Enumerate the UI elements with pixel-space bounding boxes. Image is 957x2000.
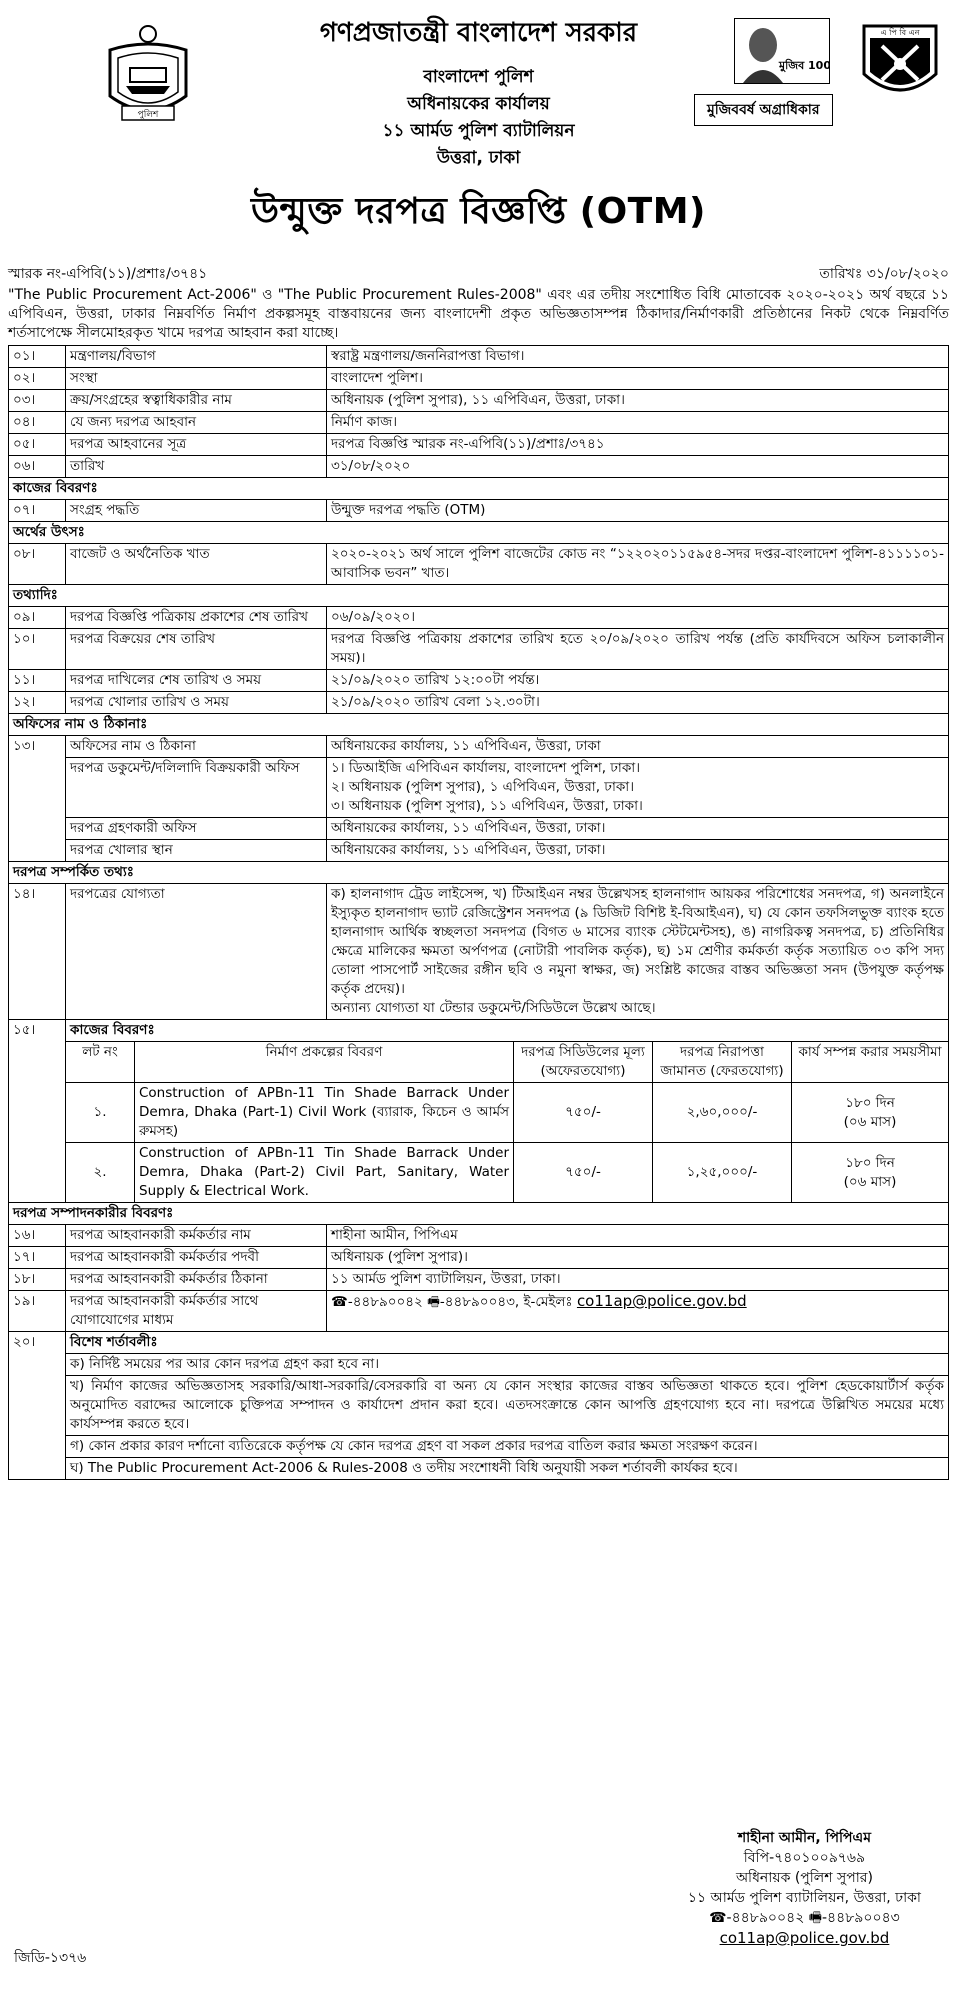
row-label: দরপত্র বিজ্ঞপ্তি পত্রিকায় প্রকাশের শেষ তারিখ bbox=[66, 607, 327, 629]
table-row bbox=[9, 629, 949, 670]
row-value bbox=[327, 884, 949, 1020]
lot-desc-en: Construction of APBn-11 Tin Shade Barrack Under Demra, Dhaka (Part-2) Civil Part, Sanitary, Water Supply & Electrical Work. bbox=[139, 1145, 509, 1199]
serial: ১৯। bbox=[9, 1291, 66, 1332]
fax-icon: 🖷 bbox=[808, 1910, 822, 1926]
row-value: নির্মাণ কাজ। bbox=[327, 412, 949, 434]
serial: ০৪। bbox=[9, 412, 66, 434]
serial: ১২। bbox=[9, 692, 66, 714]
lot-duration bbox=[792, 1083, 949, 1143]
signatory-email-link[interactable]: co11ap@police.gov.bd bbox=[719, 1929, 890, 1947]
works-cell bbox=[66, 1020, 949, 1203]
col-schedule-price: দরপত্র সিডিউলের মূল্য (অফেরতযোগ্য) bbox=[514, 1042, 653, 1083]
table-row bbox=[9, 1376, 949, 1436]
signatory-designation: অধিনায়ক (পুলিশ সুপার) bbox=[735, 1870, 873, 1886]
mujib-badge: মুজিববর্ষ অগ্রাধিকার bbox=[694, 94, 833, 126]
row-label: দরপত্র আহবানকারী কর্মকর্তার সাথে যোগাযোগের মাধ্যম bbox=[66, 1291, 327, 1332]
condition-k: ক) নির্দিষ্ট সময়ের পর আর কোন দরপত্র গ্রহণ করা হবে না। bbox=[66, 1354, 949, 1376]
lot-desc-bn: (ব্যারাক, কিচেন ও আর্মস রুমসহ) bbox=[139, 1104, 509, 1139]
office-name: অধিনায়কের কার্যালয় bbox=[407, 94, 550, 114]
signatory-bp: বিপি-৭৪০১০০৯৭৬৯ bbox=[743, 1850, 866, 1866]
row-label: সংগ্রহ পদ্ধতি bbox=[66, 500, 327, 522]
section-heading: অফিসের নাম ও ঠিকানাঃ bbox=[9, 714, 949, 736]
table-row bbox=[9, 670, 949, 692]
condition-gh: ঘ) The Public Procurement Act-2006 & Rules-2008 ও তদীয় সংশোধনী বিধি অনুযায়ী সকল শর্তাবলী কার্যকর হবে। bbox=[66, 1458, 949, 1480]
row-value: ৩১/০৮/২০২০ bbox=[327, 456, 949, 478]
serial: ০৫। bbox=[9, 434, 66, 456]
serial: ০৮। bbox=[9, 544, 66, 585]
seller-office-1: ১। ডিআইজি এপিবিএন কার্যালয়, বাংলাদেশ পুলিশ, ঢাকা। bbox=[331, 760, 641, 776]
table-row bbox=[9, 1247, 949, 1269]
serial: ১৭। bbox=[9, 1247, 66, 1269]
works-header-row bbox=[66, 1042, 948, 1083]
seller-office-3: ৩। অধিনায়ক (পুলিশ সুপার), ১১ এপিবিএন, উত্তরা, ঢাকা। bbox=[331, 798, 643, 814]
serial: ০৩। bbox=[9, 390, 66, 412]
signatory-name: শাহীনা আমীন, পিপিএম bbox=[737, 1830, 871, 1846]
section-heading: কাজের বিবরণঃ bbox=[9, 478, 949, 500]
lot-days: ১৮০ দিন bbox=[845, 1154, 895, 1171]
intro-paragraph: "The Public Procurement Act-2006" ও "The Public Procurement Rules-2008" এবং এর তদীয় সংশোধিত বিধি মোতাবেক ২০২০-২০২১ অর্থ বছরে ১১ এপিবিএন, উত্তরা, ঢাকার নিম্নবর্ণিত নির্মাণ প্রকল্পসমূহ বাস্তবায়নের জন্য বাংলাদেশী প্রকৃত অভিজ্ঞতাসম্পন্ন ঠিকাদার/নির্মাণকারী প্রতিষ্ঠানের নিকট থেকে নিম্নবর্ণিত শর্তসাপেক্ষে সীলমোহরকৃত খামে দরপত্র আহবান করা যাচ্ছে। bbox=[8, 287, 949, 341]
row-value: ২১/০৯/২০২০ তারিখ ১২:০০টা পর্যন্ত। bbox=[327, 670, 949, 692]
serial: ১৮। bbox=[9, 1269, 66, 1291]
contact-fax: -৪৪৮৯০০৪৩, bbox=[439, 1294, 520, 1310]
signatory-phone: -৪৪৮৯০০৪২ bbox=[726, 1910, 805, 1926]
police-emblem-icon bbox=[100, 20, 196, 128]
row-value: উন্মুক্ত দরপত্র পদ্ধতি (OTM) bbox=[327, 500, 949, 522]
tender-table bbox=[8, 345, 949, 1480]
table-row bbox=[9, 840, 949, 862]
table-row bbox=[9, 1436, 949, 1458]
table-row bbox=[9, 434, 949, 456]
table-row bbox=[9, 1458, 949, 1480]
section-heading: অর্থের উৎসঃ bbox=[9, 522, 949, 544]
lot-security: ১,২৫,০০০/- bbox=[653, 1143, 792, 1203]
table-row bbox=[9, 1269, 949, 1291]
serial: ১০। bbox=[9, 629, 66, 670]
table-row bbox=[9, 1020, 949, 1203]
signatory-fax: -৪৪৮৯০০৪৩ bbox=[822, 1910, 900, 1926]
row-label: দরপত্রের যোগ্যতা bbox=[66, 884, 327, 1020]
lot-price: ৭৫০/- bbox=[514, 1143, 653, 1203]
mujib-portrait bbox=[734, 18, 830, 84]
fax-icon: 🖷 bbox=[427, 1294, 440, 1310]
serial: ০৬। bbox=[9, 456, 66, 478]
header bbox=[8, 8, 949, 260]
reference-line bbox=[8, 262, 949, 286]
table-row bbox=[9, 1354, 949, 1376]
row-value: অধিনায়ক (পুলিশ সুপার)। bbox=[327, 1247, 949, 1269]
lot-months: (০৬ মাস) bbox=[843, 1113, 897, 1130]
table-row bbox=[9, 1291, 949, 1332]
lot-description bbox=[135, 1143, 514, 1203]
section-heading: তথ্যাদিঃ bbox=[9, 585, 949, 607]
row-value: বাংলাদেশ পুলিশ। bbox=[327, 368, 949, 390]
section-heading: দরপত্র সম্পর্কিত তথ্যঃ bbox=[9, 862, 949, 884]
row-value: দরপত্র বিজ্ঞপ্তি স্মারক নং-এপিবি(১১)/প্রশাঃ/৩৭৪১ bbox=[327, 434, 949, 456]
emblem-text: পুলিশ bbox=[137, 110, 159, 120]
phone-icon: ☎ bbox=[709, 1910, 727, 1926]
signatory-phones bbox=[688, 1908, 921, 1928]
contact-value bbox=[327, 1291, 949, 1332]
lot-months: (০৬ মাস) bbox=[843, 1173, 897, 1190]
row-value: দরপত্র বিজ্ঞপ্তি পত্রিকায় প্রকাশের তারিখ হতে ২০/০৯/২০২০ তারিখ পর্যন্ত (প্রতি কার্যদিবসে অফিস চলাকালীন সময়)। bbox=[327, 629, 949, 670]
table-row bbox=[9, 818, 949, 840]
table-row bbox=[9, 368, 949, 390]
battalion-name: ১১ আর্মড পুলিশ ব্যাটালিয়ন bbox=[382, 121, 575, 141]
apbn-logo-text: এ পি বি এন bbox=[880, 28, 920, 37]
table-row bbox=[9, 736, 949, 758]
works-heading: কাজের বিবরণঃ bbox=[66, 1020, 948, 1042]
row-label: দরপত্র আহবানকারী কর্মকর্তার পদবী bbox=[66, 1247, 327, 1269]
gd-code: জিডি-১৩৭৬ bbox=[14, 1950, 87, 1966]
row-value: অধিনায়কের কার্যালয়, ১১ এপিবিএন, উত্তরা, ঢাকা। bbox=[327, 840, 949, 862]
serial: ২০। bbox=[9, 1332, 66, 1480]
memo-date: তারিখঃ ৩১/০৮/২০২০ bbox=[819, 266, 949, 282]
row-label: ক্রয়/সংগ্রহের স্বত্বাধিকারীর নাম bbox=[66, 390, 327, 412]
portrait-icon bbox=[735, 19, 829, 83]
serial: ০২। bbox=[9, 368, 66, 390]
row-value: ০৬/০৯/২০২০। bbox=[327, 607, 949, 629]
eligibility-text: ক) হালনাগাদ ট্রেড লাইসেন্স, খ) টিআইএন নম্বর উল্লেখসহ হালনাগাদ আয়কর পরিশোধের সনদপত্র, গ) অনলাইনে ইস্যুকৃত হালনাগাদ ভ্যাট রেজিস্ট্রেশন সনদপত্র (৯ ডিজিট বিশিষ্ট ই-বিআইএন), ঘ) যে কোন তফসিলভুক্ত ব্যাংক হতে হালনাগাদ আর্থিক স্বচ্ছলতা সনদপত্র (বিগত ৬ মাসের ব্যাংক স্টেটমেন্টসহ), ঙ) নাগরিকত্ব সনদপত্র, চ) প্রতিনিধির ক্ষেত্রে মালিকের ক্ষমতা অর্পণপত্র (নোটারী পাবলিক কর্তৃক), ছ) ১ম শ্রেণীর কর্মকর্তা কর্তৃক সত্যায়িত ০৩ কপি সদ্য তোলা পাসপোর্ট সাইজের রঙ্গীন ছবি ও নমুনা স্বাক্ষর, জ) সংশ্লিষ্ট কাজের বাস্তব অভিজ্ঞতা সনদ (উপযুক্ত কর্তৃপক্ষ কর্তৃক প্রদেয়)। bbox=[331, 886, 944, 997]
row-value: অধিনায়কের কার্যালয়, ১১ এপিবিএন, উত্তরা, ঢাকা bbox=[327, 736, 949, 758]
location: উত্তরা, ঢাকা bbox=[436, 148, 521, 168]
notice-title: উন্মুক্ত দরপত্র বিজ্ঞপ্তি (OTM) bbox=[250, 191, 707, 232]
signatory-address: ১১ আর্মড পুলিশ ব্যাটালিয়ন, উত্তরা, ঢাকা bbox=[687, 1890, 921, 1906]
portrait-caption: মুজিব 100 bbox=[778, 59, 829, 72]
row-value: ২১/০৯/২০২০ তারিখ বেলা ১২.৩০টা। bbox=[327, 692, 949, 714]
row-label: তারিখ bbox=[66, 456, 327, 478]
row-label: যে জন্য দরপত্র আহবান bbox=[66, 412, 327, 434]
lot-description bbox=[135, 1083, 514, 1143]
lot-security: ২,৬০,০০০/- bbox=[653, 1083, 792, 1143]
serial: ১৪। bbox=[9, 884, 66, 1020]
serial: ০৭। bbox=[9, 500, 66, 522]
col-security: দরপত্র নিরাপত্তা জামানত (ফেরতযোগ্য) bbox=[653, 1042, 792, 1083]
row-label: দরপত্র আহবানকারী কর্মকর্তার ঠিকানা bbox=[66, 1269, 327, 1291]
table-row bbox=[9, 346, 949, 368]
lot-desc-en: Construction of APBn-11 Tin Shade Barrack Under Demra, Dhaka (Part-1) Civil Work bbox=[139, 1085, 509, 1120]
table-row bbox=[9, 1332, 949, 1354]
row-value: অধিনায়ক (পুলিশ সুপার), ১১ এপিবিএন, উত্তরা, ঢাকা। bbox=[327, 390, 949, 412]
row-label: দরপত্র ডকুমেন্ট/দলিলাদি বিক্রয়কারী অফিস bbox=[66, 758, 327, 818]
lot-number: ২. bbox=[66, 1143, 135, 1203]
row-label: দরপত্র গ্রহণকারী অফিস bbox=[66, 818, 327, 840]
table-row bbox=[9, 758, 949, 818]
table-row bbox=[66, 1083, 948, 1143]
table-row bbox=[9, 1225, 949, 1247]
row-label: দরপত্র বিক্রয়ের শেষ তারিখ bbox=[66, 629, 327, 670]
seller-office-2: ২। অধিনায়ক (পুলিশ সুপার), ১ এপিবিএন, উত্তরা, ঢাকা। bbox=[331, 779, 635, 795]
table-row bbox=[9, 390, 949, 412]
org-name: বাংলাদেশ পুলিশ bbox=[423, 67, 534, 87]
row-value bbox=[327, 758, 949, 818]
serial: ১১। bbox=[9, 670, 66, 692]
table-row bbox=[9, 456, 949, 478]
row-label: সংস্থা bbox=[66, 368, 327, 390]
row-label: দরপত্র আহবানকারী কর্মকর্তার নাম bbox=[66, 1225, 327, 1247]
email-label: ই-মেইলঃ bbox=[523, 1294, 573, 1310]
serial: ০৯। bbox=[9, 607, 66, 629]
condition-kh: খ) নির্মাণ কাজের অভিজ্ঞতাসহ সরকারি/আধা-সরকারি/বেসরকারি বা অন্য যে কোন সংস্থার কাজের বাস্তব অভিজ্ঞতা থাকতে হবে। পুলিশ হেডকোয়ার্টার্স কর্তৃক অনুমোদিত বরাদ্দের আলোকে চুক্তিপত্র সম্পাদন ও কার্যাদেশ প্রদান করা হবে। এতদসংক্রান্তে কোন আপত্তি গ্রহণযোগ্য হবে না। দরপত্রে উল্লিখিত সময়ের মধ্যে কার্যসম্পন্ন করতে হবে। bbox=[66, 1376, 949, 1436]
phone-icon: ☎ bbox=[331, 1294, 348, 1310]
row-label: দরপত্র দাখিলের শেষ তারিখ ও সময় bbox=[66, 670, 327, 692]
row-label: দরপত্র খোলার তারিখ ও সময় bbox=[66, 692, 327, 714]
works-table bbox=[66, 1042, 948, 1202]
lot-duration bbox=[792, 1143, 949, 1203]
table-row bbox=[9, 412, 949, 434]
govt-title: গণপ্রজাতন্ত্রী বাংলাদেশ সরকার bbox=[319, 18, 638, 48]
row-value: অধিনায়কের কার্যালয়, ১১ এপিবিএন, উত্তরা, ঢাকা। bbox=[327, 818, 949, 840]
col-description: নির্মাণ প্রকল্পের বিবরণ bbox=[135, 1042, 514, 1083]
row-label: অফিসের নাম ও ঠিকানা bbox=[66, 736, 327, 758]
contact-phone: -৪৪৮৯০০৪২ bbox=[347, 1294, 423, 1310]
contact-email-link[interactable]: co11ap@police.gov.bd bbox=[576, 1292, 747, 1310]
serial: ০১। bbox=[9, 346, 66, 368]
table-row bbox=[9, 884, 949, 1020]
serial: ১৫। bbox=[9, 1020, 66, 1203]
table-row bbox=[9, 500, 949, 522]
signature-block bbox=[688, 1828, 921, 1948]
row-label: দরপত্র খোলার স্থান bbox=[66, 840, 327, 862]
row-value: স্বরাষ্ট্র মন্ত্রণালয়/জননিরাপত্তা বিভাগ। bbox=[327, 346, 949, 368]
apbn-logo-icon bbox=[856, 20, 944, 108]
row-label: দরপত্র আহবানের সূত্র bbox=[66, 434, 327, 456]
row-label: বাজেট ও অর্থনৈতিক খাত bbox=[66, 544, 327, 585]
row-value: ১১ আর্মড পুলিশ ব্যাটালিয়ন, উত্তরা, ঢাকা। bbox=[327, 1269, 949, 1291]
col-duration: কার্য সম্পন্ন করার সময়সীমা bbox=[792, 1042, 949, 1083]
table-row bbox=[9, 544, 949, 585]
serial: ১৩। bbox=[9, 736, 66, 862]
row-value: ২০২০-২০২১ অর্থ সালে পুলিশ বাজেটের কোড নং “১২২০২০১১৫৯৫৪-সদর দপ্তর-বাংলাদেশ পুলিশ-৪১১১১০১-আবাসিক ভবন” খাত। bbox=[327, 544, 949, 585]
row-label: মন্ত্রণালয়/বিভাগ bbox=[66, 346, 327, 368]
lot-number: ১. bbox=[66, 1083, 135, 1143]
row-value: শাহীনা আমীন, পিপিএম bbox=[327, 1225, 949, 1247]
lot-price: ৭৫০/- bbox=[514, 1083, 653, 1143]
section-heading: দরপত্র সম্পাদনকারীর বিবরণঃ bbox=[9, 1203, 949, 1225]
table-row bbox=[9, 607, 949, 629]
lot-days: ১৮০ দিন bbox=[845, 1094, 895, 1111]
memo-number: স্মারক নং-এপিবি(১১)/প্রশাঃ/৩৭৪১ bbox=[8, 266, 208, 282]
col-lot: লট নং bbox=[66, 1042, 135, 1083]
condition-g: গ) কোন প্রকার কারণ দর্শানো ব্যতিরেকে কর্তৃপক্ষ যে কোন দরপত্র গ্রহণ বা সকল প্রকার দরপত্র বাতিল করার ক্ষমতা সংরক্ষণ করেন। bbox=[66, 1436, 949, 1458]
eligibility-other: অন্যান্য যোগ্যতা যা টেন্ডার ডকুমেন্ট/সিডিউলে উল্লেখ আছে। bbox=[331, 1000, 656, 1016]
conditions-heading: বিশেষ শর্তাবলীঃ bbox=[66, 1332, 949, 1354]
serial: ১৬। bbox=[9, 1225, 66, 1247]
table-row bbox=[9, 692, 949, 714]
table-row bbox=[66, 1143, 948, 1203]
